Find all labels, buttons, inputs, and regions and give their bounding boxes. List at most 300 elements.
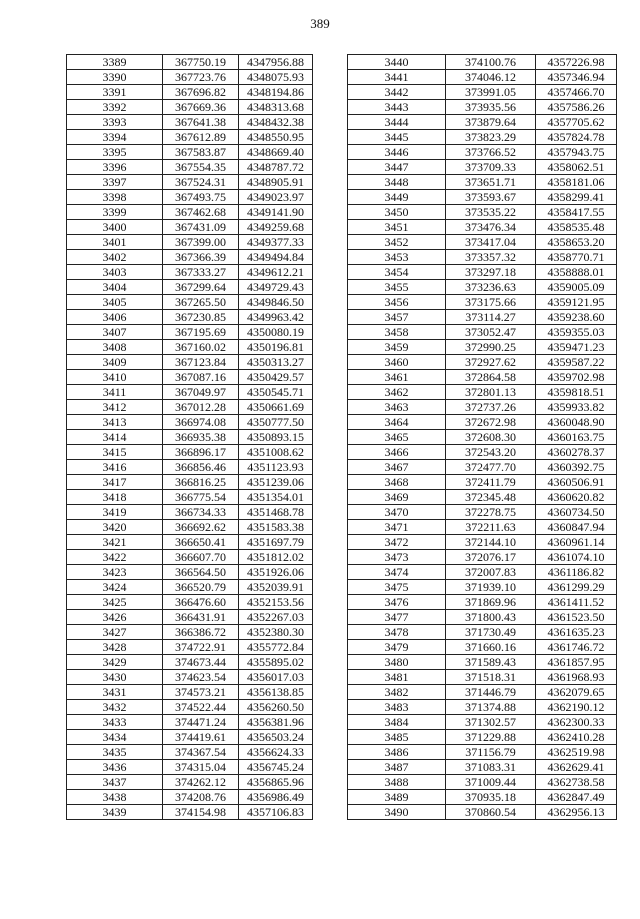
point-number-cell: 3417: [67, 475, 163, 490]
y-coordinate-cell: 4348669.40: [239, 145, 313, 160]
point-number-cell: 3403: [67, 265, 163, 280]
x-coordinate-cell: 366896.17: [163, 445, 239, 460]
x-coordinate-cell: 366564.50: [163, 565, 239, 580]
x-coordinate-cell: 367493.75: [163, 190, 239, 205]
table-row: [67, 310, 313, 325]
y-coordinate-cell: 4357824.78: [536, 130, 617, 145]
point-number-cell: 3398: [67, 190, 163, 205]
table-row: [348, 205, 617, 220]
x-coordinate-cell: 367583.87: [163, 145, 239, 160]
table-row: [348, 685, 617, 700]
x-coordinate-cell: 366476.60: [163, 595, 239, 610]
y-coordinate-cell: 4351354.01: [239, 490, 313, 505]
point-number-cell: 3432: [67, 700, 163, 715]
table-row: [348, 130, 617, 145]
y-coordinate-cell: 4360847.94: [536, 520, 617, 535]
table-row: [67, 220, 313, 235]
point-number-cell: 3449: [348, 190, 446, 205]
y-coordinate-cell: 4351812.02: [239, 550, 313, 565]
table-row: [348, 415, 617, 430]
y-coordinate-cell: 4362300.33: [536, 715, 617, 730]
y-coordinate-cell: 4356865.96: [239, 775, 313, 790]
y-coordinate-cell: 4350893.15: [239, 430, 313, 445]
table-row: [67, 805, 313, 820]
x-coordinate-cell: 367554.35: [163, 160, 239, 175]
table-row: [67, 775, 313, 790]
point-number-cell: 3451: [348, 220, 446, 235]
point-number-cell: 3490: [348, 805, 446, 820]
x-coordinate-cell: 372278.75: [446, 505, 536, 520]
y-coordinate-cell: 4362410.28: [536, 730, 617, 745]
x-coordinate-cell: 371009.44: [446, 775, 536, 790]
table-row: [67, 670, 313, 685]
y-coordinate-cell: 4358299.41: [536, 190, 617, 205]
table-row: [67, 340, 313, 355]
point-number-cell: 3476: [348, 595, 446, 610]
point-number-cell: 3474: [348, 565, 446, 580]
x-coordinate-cell: 371229.88: [446, 730, 536, 745]
y-coordinate-cell: 4351008.62: [239, 445, 313, 460]
table-row: [348, 640, 617, 655]
y-coordinate-cell: 4356017.03: [239, 670, 313, 685]
point-number-cell: 3481: [348, 670, 446, 685]
x-coordinate-cell: 372211.63: [446, 520, 536, 535]
x-coordinate-cell: 373935.56: [446, 100, 536, 115]
x-coordinate-cell: 366520.79: [163, 580, 239, 595]
point-number-cell: 3444: [348, 115, 446, 130]
y-coordinate-cell: 4358653.20: [536, 235, 617, 250]
table-row: [348, 430, 617, 445]
x-coordinate-cell: 373236.63: [446, 280, 536, 295]
y-coordinate-cell: 4357705.62: [536, 115, 617, 130]
point-number-cell: 3456: [348, 295, 446, 310]
point-number-cell: 3487: [348, 760, 446, 775]
y-coordinate-cell: 4351468.78: [239, 505, 313, 520]
x-coordinate-cell: 366974.08: [163, 415, 239, 430]
table-row: [348, 565, 617, 580]
point-number-cell: 3477: [348, 610, 446, 625]
table-row: [67, 280, 313, 295]
table-row: [67, 70, 313, 85]
x-coordinate-cell: 373114.27: [446, 310, 536, 325]
x-coordinate-cell: 370860.54: [446, 805, 536, 820]
point-number-cell: 3423: [67, 565, 163, 580]
x-coordinate-cell: 373535.22: [446, 205, 536, 220]
x-coordinate-cell: 366650.41: [163, 535, 239, 550]
table-row: [348, 715, 617, 730]
table-row: [67, 655, 313, 670]
y-coordinate-cell: 4356745.24: [239, 760, 313, 775]
table-row: [348, 175, 617, 190]
point-number-cell: 3485: [348, 730, 446, 745]
x-coordinate-cell: 374722.91: [163, 640, 239, 655]
point-number-cell: 3424: [67, 580, 163, 595]
x-coordinate-cell: 366935.38: [163, 430, 239, 445]
y-coordinate-cell: 4361299.29: [536, 580, 617, 595]
point-number-cell: 3431: [67, 685, 163, 700]
y-coordinate-cell: 4359818.51: [536, 385, 617, 400]
point-number-cell: 3425: [67, 595, 163, 610]
coordinates-table-left: [66, 54, 313, 820]
table-row: [348, 385, 617, 400]
x-coordinate-cell: 367049.97: [163, 385, 239, 400]
x-coordinate-cell: 367612.89: [163, 130, 239, 145]
x-coordinate-cell: 371374.88: [446, 700, 536, 715]
point-number-cell: 3440: [348, 55, 446, 70]
y-coordinate-cell: 4359238.60: [536, 310, 617, 325]
point-number-cell: 3447: [348, 160, 446, 175]
y-coordinate-cell: 4359005.09: [536, 280, 617, 295]
table-row: [348, 265, 617, 280]
x-coordinate-cell: 372007.83: [446, 565, 536, 580]
table-row: [67, 550, 313, 565]
table-row: [67, 370, 313, 385]
y-coordinate-cell: 4361857.95: [536, 655, 617, 670]
point-number-cell: 3413: [67, 415, 163, 430]
y-coordinate-cell: 4349963.42: [239, 310, 313, 325]
y-coordinate-cell: 4348432.38: [239, 115, 313, 130]
x-coordinate-cell: 374573.21: [163, 685, 239, 700]
point-number-cell: 3482: [348, 685, 446, 700]
y-coordinate-cell: 4349494.84: [239, 250, 313, 265]
point-number-cell: 3399: [67, 205, 163, 220]
table-row: [67, 640, 313, 655]
table-row: [348, 85, 617, 100]
y-coordinate-cell: 4360506.91: [536, 475, 617, 490]
point-number-cell: 3401: [67, 235, 163, 250]
y-coordinate-cell: 4358062.51: [536, 160, 617, 175]
y-coordinate-cell: 4356624.33: [239, 745, 313, 760]
table-row: [67, 760, 313, 775]
point-number-cell: 3469: [348, 490, 446, 505]
x-coordinate-cell: 367399.00: [163, 235, 239, 250]
x-coordinate-cell: 374315.04: [163, 760, 239, 775]
y-coordinate-cell: 4351123.93: [239, 460, 313, 475]
point-number-cell: 3475: [348, 580, 446, 595]
x-coordinate-cell: 367431.09: [163, 220, 239, 235]
table-row: [348, 400, 617, 415]
x-coordinate-cell: 374673.44: [163, 655, 239, 670]
table-row: [348, 115, 617, 130]
y-coordinate-cell: 4352039.91: [239, 580, 313, 595]
table-row: [348, 235, 617, 250]
y-coordinate-cell: 4358417.55: [536, 205, 617, 220]
table-row: [348, 745, 617, 760]
point-number-cell: 3466: [348, 445, 446, 460]
table-row: [67, 190, 313, 205]
x-coordinate-cell: 374471.24: [163, 715, 239, 730]
y-coordinate-cell: 4360620.82: [536, 490, 617, 505]
point-number-cell: 3426: [67, 610, 163, 625]
y-coordinate-cell: 4360392.75: [536, 460, 617, 475]
y-coordinate-cell: 4348905.91: [239, 175, 313, 190]
point-number-cell: 3470: [348, 505, 446, 520]
table-row: [67, 100, 313, 115]
table-row: [67, 175, 313, 190]
y-coordinate-cell: 4348550.95: [239, 130, 313, 145]
table-row: [67, 715, 313, 730]
x-coordinate-cell: 366816.25: [163, 475, 239, 490]
table-row: [67, 505, 313, 520]
y-coordinate-cell: 4357346.94: [536, 70, 617, 85]
y-coordinate-cell: 4361746.72: [536, 640, 617, 655]
x-coordinate-cell: 374367.54: [163, 745, 239, 760]
x-coordinate-cell: 366431.91: [163, 610, 239, 625]
point-number-cell: 3421: [67, 535, 163, 550]
x-coordinate-cell: 366607.70: [163, 550, 239, 565]
x-coordinate-cell: 373879.64: [446, 115, 536, 130]
y-coordinate-cell: 4347956.88: [239, 55, 313, 70]
x-coordinate-cell: 367366.39: [163, 250, 239, 265]
x-coordinate-cell: 372477.70: [446, 460, 536, 475]
table-row: [348, 700, 617, 715]
table-row: [67, 520, 313, 535]
point-number-cell: 3394: [67, 130, 163, 145]
x-coordinate-cell: 367333.27: [163, 265, 239, 280]
table-row: [348, 100, 617, 115]
y-coordinate-cell: 4362519.98: [536, 745, 617, 760]
y-coordinate-cell: 4352267.03: [239, 610, 313, 625]
point-number-cell: 3406: [67, 310, 163, 325]
table-row: [67, 445, 313, 460]
table-row: [67, 400, 313, 415]
table-row: [348, 475, 617, 490]
table-row: [67, 700, 313, 715]
table-row: [348, 775, 617, 790]
y-coordinate-cell: 4350429.57: [239, 370, 313, 385]
table-row: [348, 505, 617, 520]
y-coordinate-cell: 4362629.41: [536, 760, 617, 775]
y-coordinate-cell: 4356503.24: [239, 730, 313, 745]
table-row: [67, 595, 313, 610]
point-number-cell: 3459: [348, 340, 446, 355]
y-coordinate-cell: 4348194.86: [239, 85, 313, 100]
x-coordinate-cell: 371083.31: [446, 760, 536, 775]
point-number-cell: 3457: [348, 310, 446, 325]
y-coordinate-cell: 4356260.50: [239, 700, 313, 715]
y-coordinate-cell: 4359587.22: [536, 355, 617, 370]
table-row: [67, 205, 313, 220]
x-coordinate-cell: 373357.32: [446, 250, 536, 265]
table-row: [348, 550, 617, 565]
point-number-cell: 3445: [348, 130, 446, 145]
x-coordinate-cell: 367696.82: [163, 85, 239, 100]
table-row: [348, 145, 617, 160]
x-coordinate-cell: 372345.48: [446, 490, 536, 505]
x-coordinate-cell: 372543.20: [446, 445, 536, 460]
point-number-cell: 3400: [67, 220, 163, 235]
point-number-cell: 3410: [67, 370, 163, 385]
x-coordinate-cell: 367160.02: [163, 340, 239, 355]
y-coordinate-cell: 4360734.50: [536, 505, 617, 520]
table-row: [348, 355, 617, 370]
y-coordinate-cell: 4358535.48: [536, 220, 617, 235]
x-coordinate-cell: 373823.29: [446, 130, 536, 145]
y-coordinate-cell: 4362079.65: [536, 685, 617, 700]
y-coordinate-cell: 4351697.79: [239, 535, 313, 550]
point-number-cell: 3427: [67, 625, 163, 640]
y-coordinate-cell: 4355772.84: [239, 640, 313, 655]
point-number-cell: 3436: [67, 760, 163, 775]
y-coordinate-cell: 4361186.82: [536, 565, 617, 580]
x-coordinate-cell: 373766.52: [446, 145, 536, 160]
y-coordinate-cell: 4349141.90: [239, 205, 313, 220]
y-coordinate-cell: 4350196.81: [239, 340, 313, 355]
x-coordinate-cell: 373593.67: [446, 190, 536, 205]
table-row: [348, 160, 617, 175]
point-number-cell: 3430: [67, 670, 163, 685]
table-row: [348, 730, 617, 745]
table-row: [67, 475, 313, 490]
y-coordinate-cell: 4352380.30: [239, 625, 313, 640]
table-row: [348, 295, 617, 310]
x-coordinate-cell: 366692.62: [163, 520, 239, 535]
point-number-cell: 3391: [67, 85, 163, 100]
x-coordinate-cell: 371156.79: [446, 745, 536, 760]
y-coordinate-cell: 4361074.10: [536, 550, 617, 565]
y-coordinate-cell: 4357586.26: [536, 100, 617, 115]
point-number-cell: 3389: [67, 55, 163, 70]
table-row: [67, 610, 313, 625]
table-row: [67, 415, 313, 430]
point-number-cell: 3443: [348, 100, 446, 115]
x-coordinate-cell: 372672.98: [446, 415, 536, 430]
point-number-cell: 3397: [67, 175, 163, 190]
y-coordinate-cell: 4349377.33: [239, 235, 313, 250]
table-row: [67, 265, 313, 280]
x-coordinate-cell: 374623.54: [163, 670, 239, 685]
table-row: [67, 115, 313, 130]
x-coordinate-cell: 372411.79: [446, 475, 536, 490]
point-number-cell: 3479: [348, 640, 446, 655]
y-coordinate-cell: 4349729.43: [239, 280, 313, 295]
point-number-cell: 3484: [348, 715, 446, 730]
point-number-cell: 3489: [348, 790, 446, 805]
y-coordinate-cell: 4357106.83: [239, 805, 313, 820]
table-row: [67, 625, 313, 640]
point-number-cell: 3468: [348, 475, 446, 490]
point-number-cell: 3441: [348, 70, 446, 85]
table-row: [348, 220, 617, 235]
point-number-cell: 3483: [348, 700, 446, 715]
table-row: [348, 535, 617, 550]
point-number-cell: 3465: [348, 430, 446, 445]
point-number-cell: 3405: [67, 295, 163, 310]
y-coordinate-cell: 4355895.02: [239, 655, 313, 670]
y-coordinate-cell: 4362847.49: [536, 790, 617, 805]
y-coordinate-cell: 4356986.49: [239, 790, 313, 805]
point-number-cell: 3464: [348, 415, 446, 430]
y-coordinate-cell: 4357466.70: [536, 85, 617, 100]
point-number-cell: 3412: [67, 400, 163, 415]
x-coordinate-cell: 372737.26: [446, 400, 536, 415]
y-coordinate-cell: 4357226.98: [536, 55, 617, 70]
point-number-cell: 3419: [67, 505, 163, 520]
x-coordinate-cell: 371869.96: [446, 595, 536, 610]
point-number-cell: 3461: [348, 370, 446, 385]
table-row: [67, 580, 313, 595]
x-coordinate-cell: 373709.33: [446, 160, 536, 175]
x-coordinate-cell: 366856.46: [163, 460, 239, 475]
table-row: [348, 610, 617, 625]
table-row: [348, 490, 617, 505]
point-number-cell: 3390: [67, 70, 163, 85]
point-number-cell: 3448: [348, 175, 446, 190]
table-row: [67, 295, 313, 310]
x-coordinate-cell: 374154.98: [163, 805, 239, 820]
table-row: [67, 55, 313, 70]
table-row: [348, 370, 617, 385]
point-number-cell: 3420: [67, 520, 163, 535]
table-row: [67, 160, 313, 175]
y-coordinate-cell: 4359471.23: [536, 340, 617, 355]
point-number-cell: 3392: [67, 100, 163, 115]
y-coordinate-cell: 4349612.21: [239, 265, 313, 280]
x-coordinate-cell: 370935.18: [446, 790, 536, 805]
y-coordinate-cell: 4350777.50: [239, 415, 313, 430]
x-coordinate-cell: 373991.05: [446, 85, 536, 100]
x-coordinate-cell: 367195.69: [163, 325, 239, 340]
table-row: [348, 340, 617, 355]
point-number-cell: 3415: [67, 445, 163, 460]
point-number-cell: 3396: [67, 160, 163, 175]
y-coordinate-cell: 4362956.13: [536, 805, 617, 820]
x-coordinate-cell: 372144.10: [446, 535, 536, 550]
point-number-cell: 3395: [67, 145, 163, 160]
table-row: [348, 280, 617, 295]
y-coordinate-cell: 4361635.23: [536, 625, 617, 640]
y-coordinate-cell: 4360163.75: [536, 430, 617, 445]
x-coordinate-cell: 366734.33: [163, 505, 239, 520]
x-coordinate-cell: 371939.10: [446, 580, 536, 595]
y-coordinate-cell: 4361968.93: [536, 670, 617, 685]
y-coordinate-cell: 4360961.14: [536, 535, 617, 550]
y-coordinate-cell: 4360048.90: [536, 415, 617, 430]
y-coordinate-cell: 4362190.12: [536, 700, 617, 715]
table-row: [348, 580, 617, 595]
table-row: [67, 130, 313, 145]
y-coordinate-cell: 4359933.82: [536, 400, 617, 415]
table-row: [67, 145, 313, 160]
point-number-cell: 3433: [67, 715, 163, 730]
table-row: [348, 325, 617, 340]
point-number-cell: 3439: [67, 805, 163, 820]
x-coordinate-cell: 371518.31: [446, 670, 536, 685]
point-number-cell: 3407: [67, 325, 163, 340]
x-coordinate-cell: 372076.17: [446, 550, 536, 565]
y-coordinate-cell: 4351239.06: [239, 475, 313, 490]
y-coordinate-cell: 4358181.06: [536, 175, 617, 190]
x-coordinate-cell: 374522.44: [163, 700, 239, 715]
point-number-cell: 3471: [348, 520, 446, 535]
table-row: [67, 385, 313, 400]
point-number-cell: 3409: [67, 355, 163, 370]
y-coordinate-cell: 4348075.93: [239, 70, 313, 85]
y-coordinate-cell: 4349259.68: [239, 220, 313, 235]
x-coordinate-cell: 371589.43: [446, 655, 536, 670]
x-coordinate-cell: 371446.79: [446, 685, 536, 700]
point-number-cell: 3480: [348, 655, 446, 670]
x-coordinate-cell: 372990.25: [446, 340, 536, 355]
x-coordinate-cell: 367723.76: [163, 70, 239, 85]
y-coordinate-cell: 4350313.27: [239, 355, 313, 370]
y-coordinate-cell: 4362738.58: [536, 775, 617, 790]
point-number-cell: 3472: [348, 535, 446, 550]
point-number-cell: 3460: [348, 355, 446, 370]
x-coordinate-cell: 372608.30: [446, 430, 536, 445]
x-coordinate-cell: 367641.38: [163, 115, 239, 130]
x-coordinate-cell: 367087.16: [163, 370, 239, 385]
